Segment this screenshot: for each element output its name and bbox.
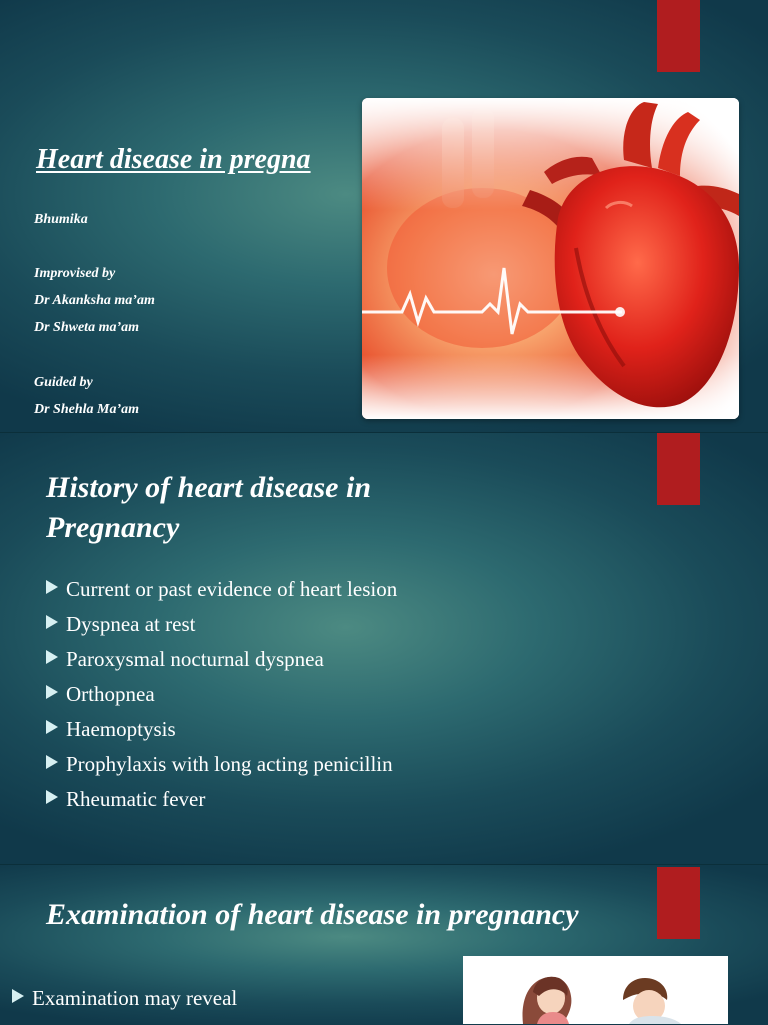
red-accent-bar [657, 433, 700, 505]
bullet-triangle-icon [46, 615, 58, 629]
heart-illustration [362, 98, 739, 419]
improvised-name-1: Dr Akanksha ma’am [34, 293, 155, 308]
doctor-patient-illustration [463, 956, 728, 1024]
improvised-label: Improvised by [34, 266, 116, 281]
history-title: History of heart disease in Pregnancy [46, 471, 372, 544]
list-item: Orthopnea [46, 679, 397, 714]
bullet-triangle-icon [46, 755, 58, 769]
examination-bullet: Examination may reveal [12, 986, 237, 1011]
list-item: Rheumatic fever [46, 784, 397, 819]
red-accent-bar [657, 0, 700, 72]
heart-ecg-image [362, 98, 739, 419]
bullet-triangle-icon [46, 790, 58, 804]
list-item: Dyspnea at rest [46, 609, 397, 644]
red-accent-bar [657, 867, 700, 939]
bullet-triangle-icon [46, 685, 58, 699]
list-item: Paroxysmal nocturnal dyspnea [46, 644, 397, 679]
doctor-patient-image [463, 956, 728, 1024]
bullet-triangle-icon [12, 989, 24, 1003]
guided-label: Guided by [34, 375, 93, 390]
bullet-triangle-icon [46, 720, 58, 734]
history-bullet-list [46, 574, 397, 819]
presentation-title: Heart disease in pregna [36, 144, 311, 175]
bullet-triangle-icon [46, 580, 58, 594]
improvised-name-2: Dr Shweta ma’am [34, 320, 140, 335]
list-item: Current or past evidence of heart lesion [46, 574, 397, 609]
title-slide [0, 0, 768, 432]
list-item: Prophylaxis with long acting penicillin [46, 749, 397, 784]
guided-name: Dr Shehla Ma’am [34, 402, 140, 417]
author-name: Bhumika [34, 212, 88, 227]
list-item: Haemoptysis [46, 714, 397, 749]
bullet-triangle-icon [46, 650, 58, 664]
examination-title: Examination of heart disease in pregnancy [46, 898, 579, 931]
